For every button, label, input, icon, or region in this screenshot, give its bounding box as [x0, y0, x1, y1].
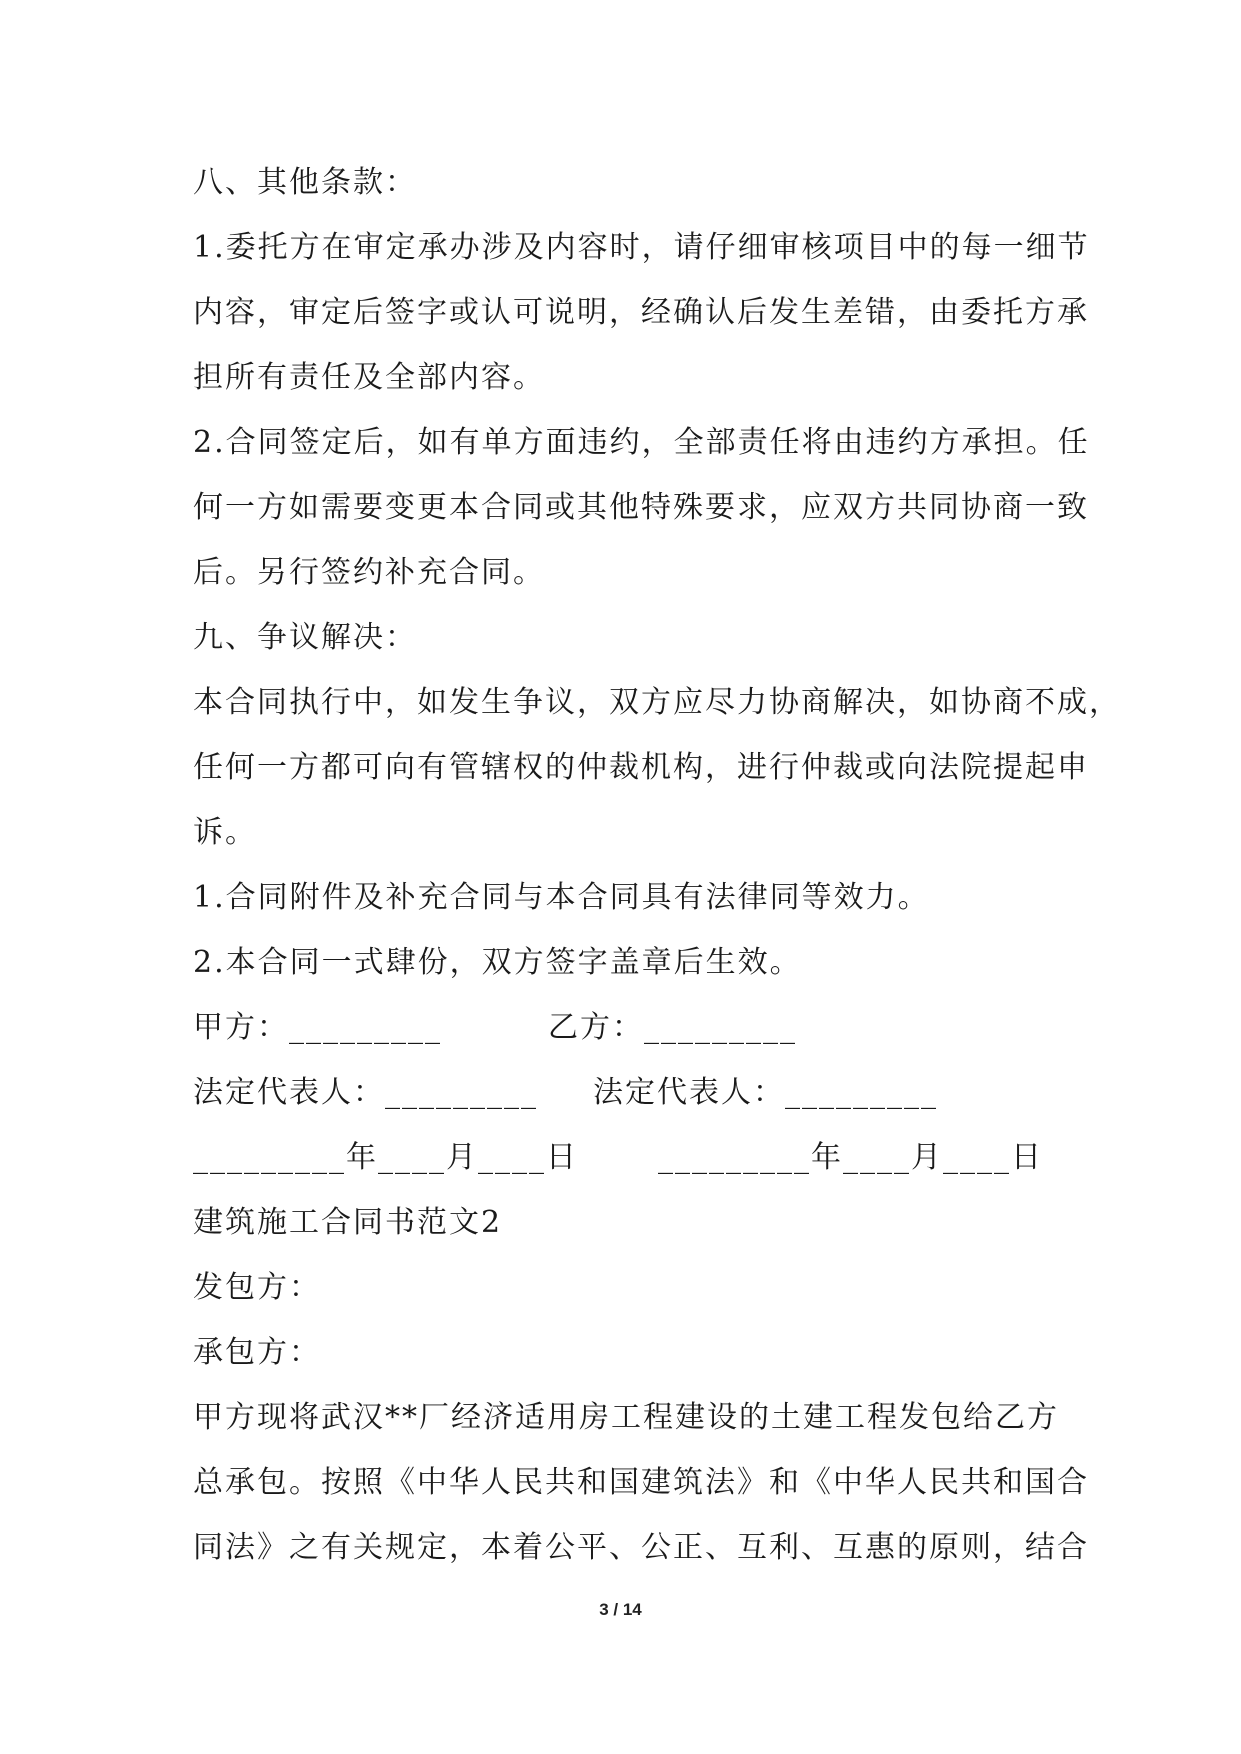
annex-clause: 1.合同附件及补充合同与本合同具有法律同等效力。	[193, 880, 930, 915]
clause-8-1-line-1: 1.委托方在审定承办涉及内容时，请仔细审核项目中的每一细节	[193, 230, 1090, 265]
clause-8-1-line-2: 内容，审定后签字或认可说明，经确认后发生差错，由委托方承	[193, 295, 1089, 330]
date-a-field: _________年____月____日	[193, 1140, 578, 1175]
party-b-field: 乙方：_________	[548, 1010, 797, 1045]
section-8-heading: 八、其他条款：	[193, 165, 417, 200]
party-a-field: 甲方：_________	[193, 1010, 442, 1045]
date-b-field: _________年____月____日	[658, 1140, 1043, 1175]
rep-a-field: 法定代表人：_________	[193, 1075, 538, 1110]
clause-8-2-line-2: 何一方如需要变更本合同或其他特殊要求，应双方共同协商一致	[193, 490, 1089, 525]
document-body	[193, 150, 1121, 1580]
clause-8-1-line-3: 担所有责任及全部内容。	[193, 360, 545, 395]
clause-8-2-line-1: 2.合同签定后，如有单方面违约，全部责任将由违约方承担。任	[193, 425, 1090, 460]
copies-clause: 2.本合同一式肆份，双方签字盖章后生效。	[193, 945, 802, 980]
rep-b-field: 法定代表人：_________	[593, 1075, 938, 1110]
representative-row	[193, 1060, 1053, 1125]
intro-line-1: 甲方现将武汉**厂经济适用房工程建设的土建工程发包给乙方	[193, 1400, 1059, 1435]
employer-label: 发包方：	[193, 1270, 321, 1305]
intro-line-2: 总承包。按照《中华人民共和国建筑法》和《中华人民共和国合	[193, 1465, 1089, 1500]
sample-2-title: 建筑施工合同书范文2	[193, 1205, 503, 1240]
dispute-line-2: 任何一方都可向有管辖权的仲裁机构，进行仲裁或向法院提起申	[193, 750, 1089, 785]
clause-8-2-line-3: 后。另行签约补充合同。	[193, 555, 545, 590]
date-row	[193, 1125, 1053, 1190]
intro-line-3: 同法》之有关规定，本着公平、公正、互利、互惠的原则，结合	[193, 1530, 1089, 1565]
page-number: 3 / 14	[599, 1600, 642, 1619]
party-row	[193, 995, 1053, 1060]
section-9-heading: 九、争议解决：	[193, 620, 417, 655]
dispute-line-1: 本合同执行中，如发生争议，双方应尽力协商解决，如协商不成，	[193, 685, 1121, 720]
contractor-label: 承包方：	[193, 1335, 321, 1370]
dispute-line-3: 诉。	[193, 815, 257, 850]
